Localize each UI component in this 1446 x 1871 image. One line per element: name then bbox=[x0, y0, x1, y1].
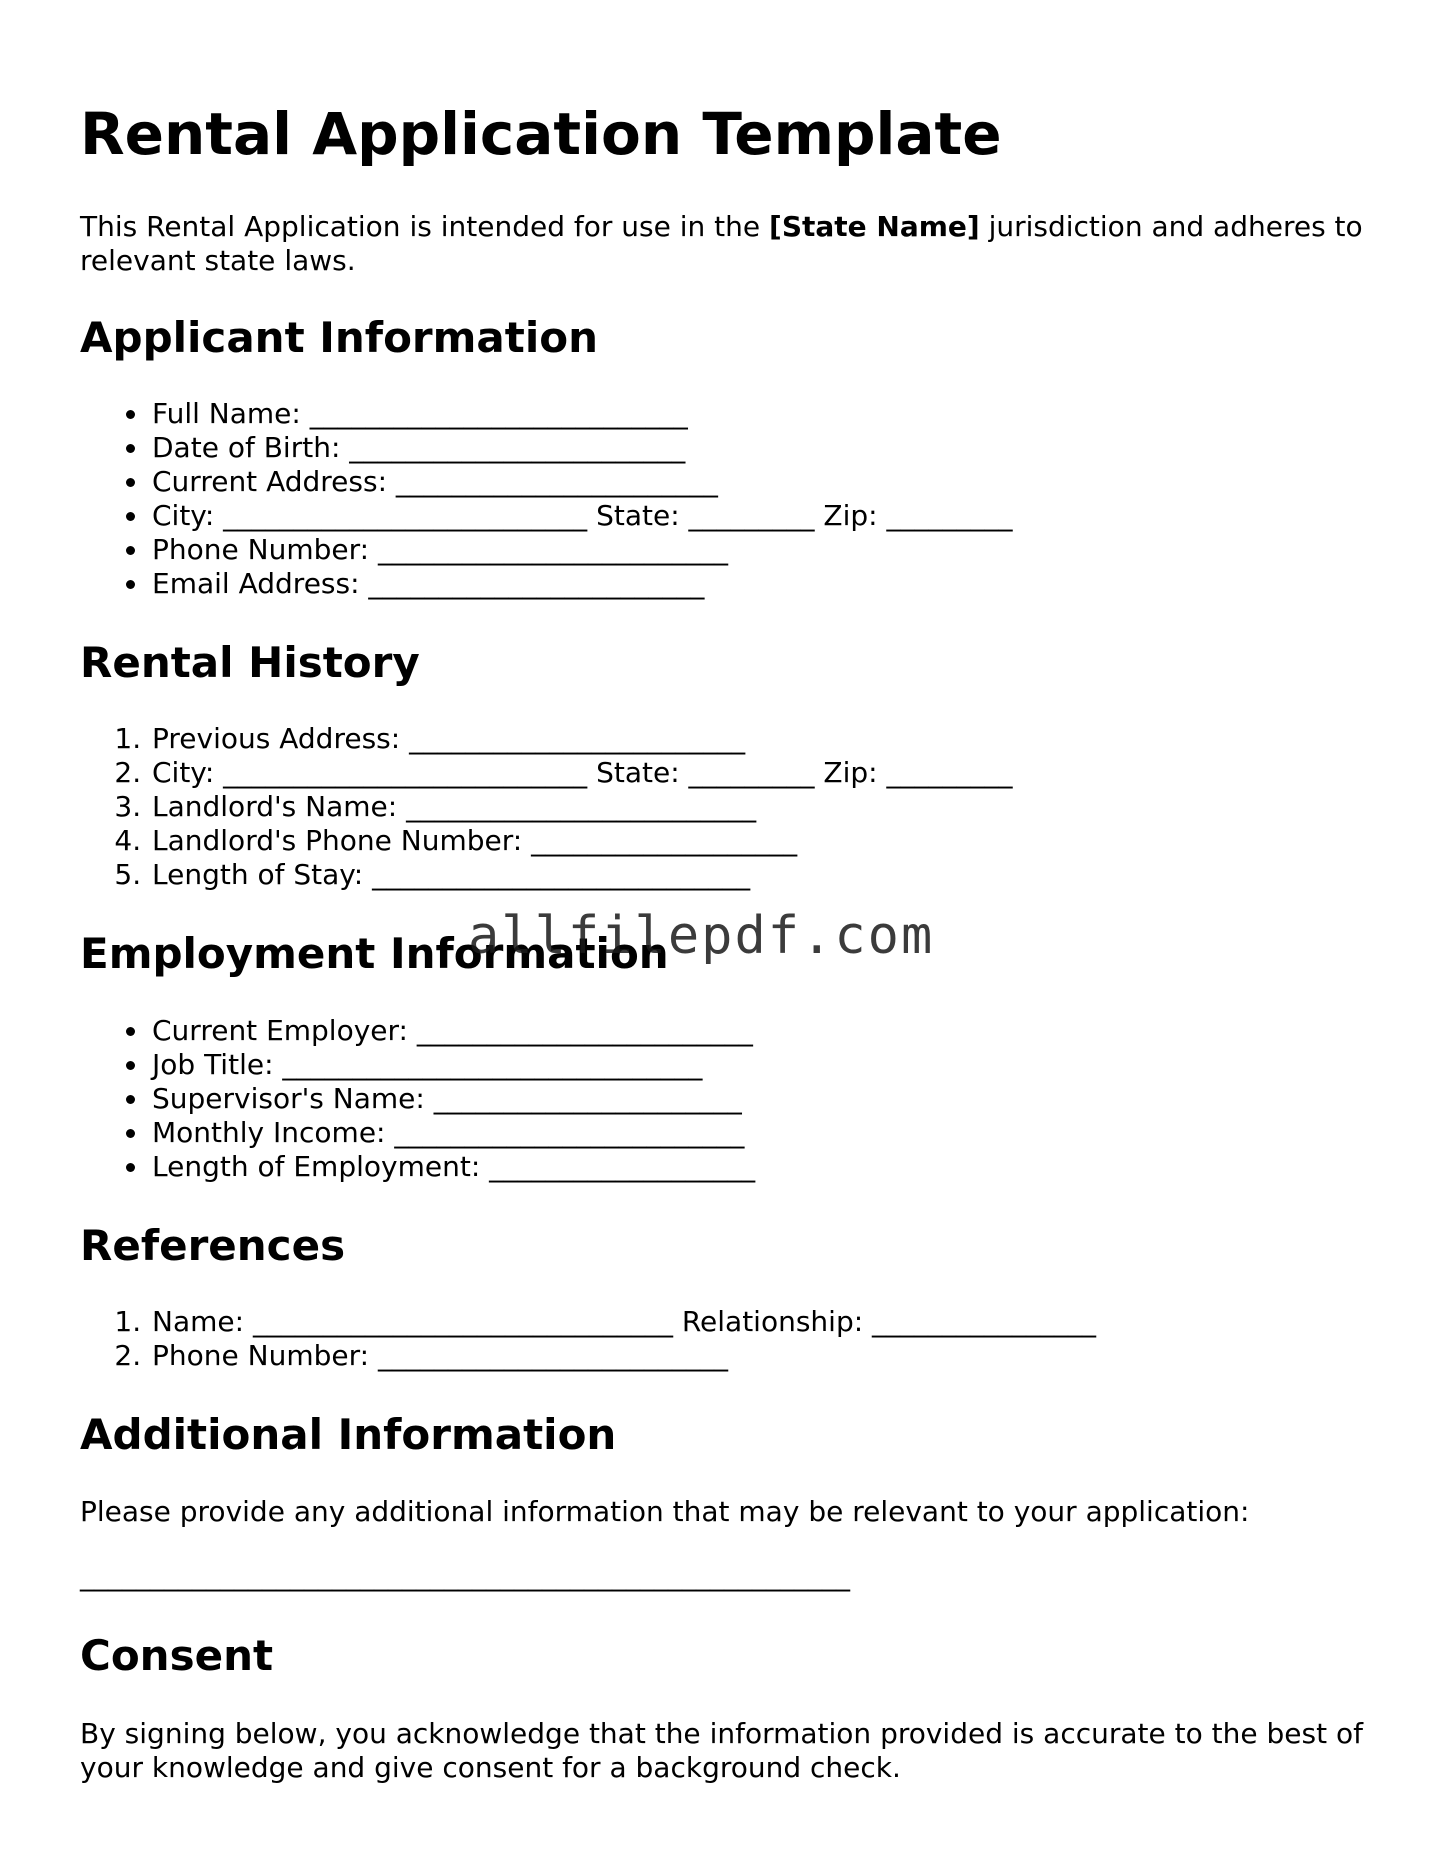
references-heading: References bbox=[80, 1220, 346, 1270]
length-of-employment-field: • Length of Employment: ___________________ bbox=[150, 1150, 1370, 1184]
watermark: allfilepdf.com bbox=[468, 906, 935, 966]
additional-info-line: _______________________________________________________ bbox=[80, 1558, 850, 1592]
landlord-phone-field: 4. Landlord's Phone Number: ___________________ bbox=[150, 824, 1370, 858]
current-address-field: • Current Address: _______________________ bbox=[150, 465, 1370, 499]
applicant-heading: Applicant Information bbox=[80, 312, 598, 362]
supervisor-name-field: • Supervisor's Name: ______________________ bbox=[150, 1082, 1370, 1116]
city-state-zip-field: • City: __________________________ State: _________ Zip: _________ bbox=[150, 499, 1370, 533]
current-employer-field: • Current Employer: ________________________ bbox=[150, 1014, 1370, 1048]
rental-history-list bbox=[80, 722, 1370, 892]
landlord-name-field: 3. Landlord's Name: _________________________ bbox=[150, 790, 1370, 824]
employment-heading: Employment Information bbox=[80, 929, 669, 979]
previous-address-field: 1. Previous Address: ________________________ bbox=[150, 722, 1370, 756]
applicant-list bbox=[80, 397, 1370, 601]
intro-paragraph bbox=[80, 210, 1370, 278]
phone-number-field: • Phone Number: _________________________ bbox=[150, 533, 1370, 567]
state-name-placeholder: [State Name] bbox=[769, 209, 980, 243]
previous-city-state-zip-field: 2. City: __________________________ State: _________ Zip: _________ bbox=[150, 756, 1370, 790]
reference-phone-field: 2. Phone Number: _________________________ bbox=[150, 1339, 1370, 1373]
page-title: Rental Application Template bbox=[80, 100, 1002, 168]
intro-text-after: jurisdiction and adheres to relevant state laws. bbox=[80, 209, 1363, 277]
document-page bbox=[80, 100, 1370, 1785]
intro-text-before: This Rental Application is intended for use in the bbox=[80, 209, 770, 243]
job-title-field: • Job Title: ______________________________ bbox=[150, 1048, 1370, 1082]
employment-list bbox=[80, 1014, 1370, 1184]
additional-info-heading: Additional Information bbox=[80, 1410, 617, 1460]
consent-text: By signing below, you acknowledge that the information provided is accurate to the best of your knowledge and give consent for a background check. bbox=[80, 1716, 1363, 1784]
monthly-income-field: • Monthly Income: _________________________ bbox=[150, 1116, 1370, 1150]
length-of-stay-field: 5. Length of Stay: ___________________________ bbox=[150, 858, 1370, 892]
rental-history-heading: Rental History bbox=[80, 637, 420, 687]
additional-info-text: Please provide any additional information that may be relevant to your application: bbox=[80, 1494, 1250, 1528]
consent-heading: Consent bbox=[80, 1630, 274, 1680]
references-list bbox=[80, 1305, 1370, 1373]
reference-name-relationship-field: 1. Name: ______________________________ Relationship: ________________ bbox=[150, 1305, 1370, 1339]
email-address-field: • Email Address: ________________________ bbox=[150, 567, 1370, 601]
date-of-birth-field: • Date of Birth: ________________________ bbox=[150, 431, 1370, 465]
full-name-field: • Full Name: ___________________________ bbox=[150, 397, 1370, 431]
